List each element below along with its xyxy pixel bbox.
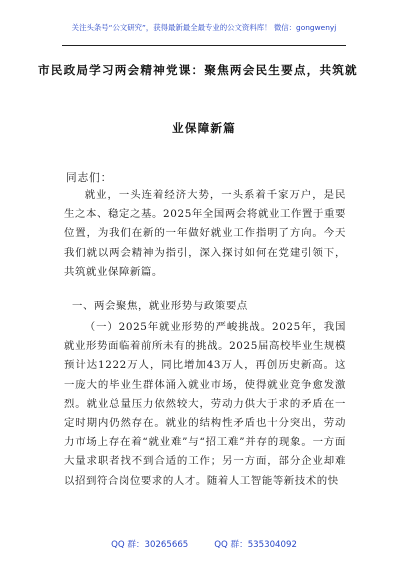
- header-promo-note: 关注头条号“公文研究”，获得最新最全最专业的公文资料库！ 微信：gongwenyj: [71, 23, 337, 32]
- paragraph-intro: 就业，一头连着经济大势，一头系着千家万户，是民生之本、稳定之基。2025年全国两会将就业工作置于重要位置，为我们在新的一年做好就业工作指明了方向。今天我们就以两会精神为指引，深入探讨如何在党建引领下，共筑就业保障新篇。: [64, 189, 346, 278]
- salutation: 同志们：: [66, 172, 113, 184]
- footer-qq-groups: [0, 538, 408, 550]
- document-title-line-2: 业保障新篇: [172, 121, 236, 135]
- header-divider: [62, 45, 346, 46]
- footer-qq-group-1: QQ 群：30265665: [111, 540, 189, 550]
- paragraph-section-1-1: （一）2025年就业形势的严峻挑战。2025年，我国就业形势面临着前所未有的挑战。2025届高校毕业生规模预计达1222万人，同比增加43万人，再创历史新高。这一庞大的毕业生群体涌入就业市场，使得就业竞争愈发激烈。就业总量压力依然较大，劳动力供大于求的矛盾在一定时期内仍然存在。就业的结构性矛盾也十分突出，劳动力市场上存在着“就业难”与“招工难”并存的现象。一方面大量求职者找不到合适的工作；另一方面，部分企业却难以招到符合岗位要求的人才。随着人工智能等新技术的快: [64, 321, 346, 487]
- document-title-line-1: 市民政局学习两会精神党课：聚焦两会民生要点，共筑就: [38, 63, 358, 77]
- section-heading-1: 一、两会聚焦，就业形势与政策要点: [72, 300, 248, 312]
- footer-qq-group-2: QQ 群：535304092: [214, 540, 297, 550]
